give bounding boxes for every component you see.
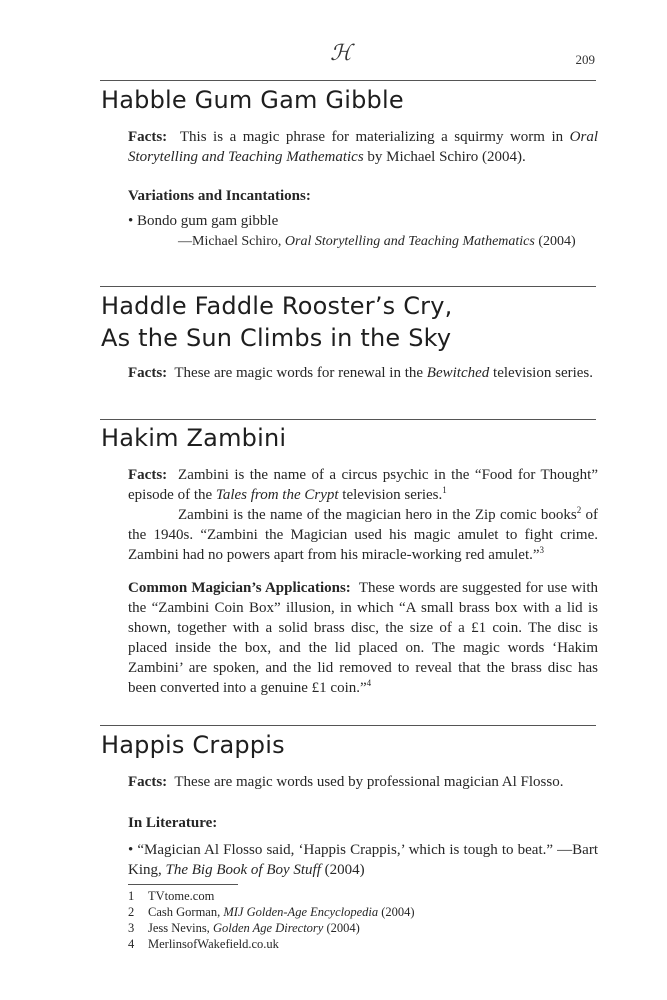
applications-label: Common Magician’s Applications: <box>128 580 351 596</box>
literature-item <box>128 840 598 880</box>
book-title: Oral Storytelling and Teaching Mathematics <box>128 129 598 165</box>
footnote-number: 2 <box>128 905 135 919</box>
book-title: MIJ Golden-Age Encyclopedia <box>223 905 379 919</box>
footnotes <box>128 888 598 952</box>
facts-label: Facts: <box>128 365 168 381</box>
entry-facts <box>128 127 598 167</box>
entry-divider <box>100 419 596 420</box>
footnote-text: TVtome.com <box>148 889 215 903</box>
entry-title-line: As the Sun Climbs in the Sky <box>101 324 452 352</box>
facts-text: These are magic words used by professional magician Al Flosso. <box>174 774 564 790</box>
book-title: Golden Age Directory <box>212 921 324 935</box>
variations-label: Variations and Incantations: <box>128 188 311 204</box>
entry-title <box>101 290 452 354</box>
footnote-ref[interactable]: 4 <box>366 678 372 688</box>
facts-label: Facts: <box>128 774 168 790</box>
footnote-item <box>128 904 598 920</box>
footnote-item <box>128 936 598 952</box>
footnote-item <box>128 920 598 936</box>
book-title: The Big Book of Boy Stuff <box>165 862 321 878</box>
section-letter-ornament: ℋ <box>330 40 352 65</box>
footnote-text: (2004) <box>323 921 360 935</box>
facts-label: Facts: <box>128 467 168 483</box>
literature-text: (2004) <box>320 862 365 878</box>
facts-text: Zambini is the name of the magician hero in the Zip comic books <box>178 507 577 523</box>
entry-facts <box>128 363 598 383</box>
footnote-text: Cash Gorman, <box>148 905 224 919</box>
footnote-number: 3 <box>128 921 135 935</box>
book-title: Oral Storytelling and Teaching Mathematics <box>284 234 535 249</box>
facts-text: by Michael Schiro (2004). <box>363 149 526 165</box>
facts-text: television series. <box>489 365 594 381</box>
literature-text: • “Magician Al Flosso said, ‘Happis Crappis,’ which is tough to beat.” —Bart King, <box>128 842 598 878</box>
literature-label: In Literature: <box>128 815 218 831</box>
variation-list <box>128 211 598 252</box>
footnote-number: 4 <box>128 937 135 951</box>
footnote-text: Jess Nevins, <box>148 921 213 935</box>
footnote-text: MerlinsofWakefield.co.uk <box>148 937 279 951</box>
attribution-text: (2004) <box>534 234 576 249</box>
entry-facts <box>128 465 598 565</box>
attribution-text: —Michael Schiro, <box>178 234 285 249</box>
facts-text: This is a magic phrase for materializing a squirmy worm in <box>179 129 570 145</box>
facts-text: Zambini is the name of a circus psychic in the “Food for Thought” episode of the <box>128 467 599 503</box>
entry-title-line: Haddle Faddle Rooster’s Cry, <box>101 292 453 320</box>
facts-text: television series. <box>338 487 443 503</box>
page-number: 209 <box>575 52 595 67</box>
entry-title: Habble Gum Gam Gibble <box>101 86 404 114</box>
entry-title: Happis Crappis <box>101 731 285 759</box>
footnote-number: 1 <box>128 889 135 903</box>
variation-item: • Bondo gum gam gibble <box>128 213 279 229</box>
entry-divider <box>100 80 596 81</box>
applications-text: These words are suggested for use with the “Zambini Coin Box” illusion, in which “A small brass box with a lid is shown, together with a solid brass disc, the size of a £1 coin. The disc is placed inside the box, and the lid placed on. The magic words ‘Hakim Zambini’ are spoken, and the lid removed to reveal that the brass disc has been converted into a genuine £1 coin.” <box>128 580 598 696</box>
facts-text: These are magic words for renewal in the <box>174 365 427 381</box>
entry-title: Hakim Zambini <box>101 424 287 452</box>
facts-text: of the 1940s. “Zambini the Magician used his magic amulet to fight crime. Zambini had no powers apart from his miracle-working red amulet.” <box>128 507 598 563</box>
variation-attribution <box>128 234 576 249</box>
show-title: Bewitched <box>426 365 490 381</box>
footnote-item <box>128 888 598 904</box>
literature-heading <box>128 813 598 833</box>
footnote-text: (2004) <box>378 905 415 919</box>
entry-divider <box>100 286 596 287</box>
facts-label: Facts: <box>128 129 168 145</box>
footnote-ref[interactable]: 3 <box>539 545 545 555</box>
show-title: Tales from the Crypt <box>215 487 339 503</box>
footnote-ref[interactable]: 2 <box>576 505 582 515</box>
footnote-ref[interactable]: 1 <box>442 485 447 495</box>
entry-divider <box>100 725 596 726</box>
entry-applications <box>128 578 598 698</box>
variations-heading <box>128 186 598 206</box>
footnote-divider <box>128 884 238 885</box>
entry-facts <box>128 772 598 792</box>
